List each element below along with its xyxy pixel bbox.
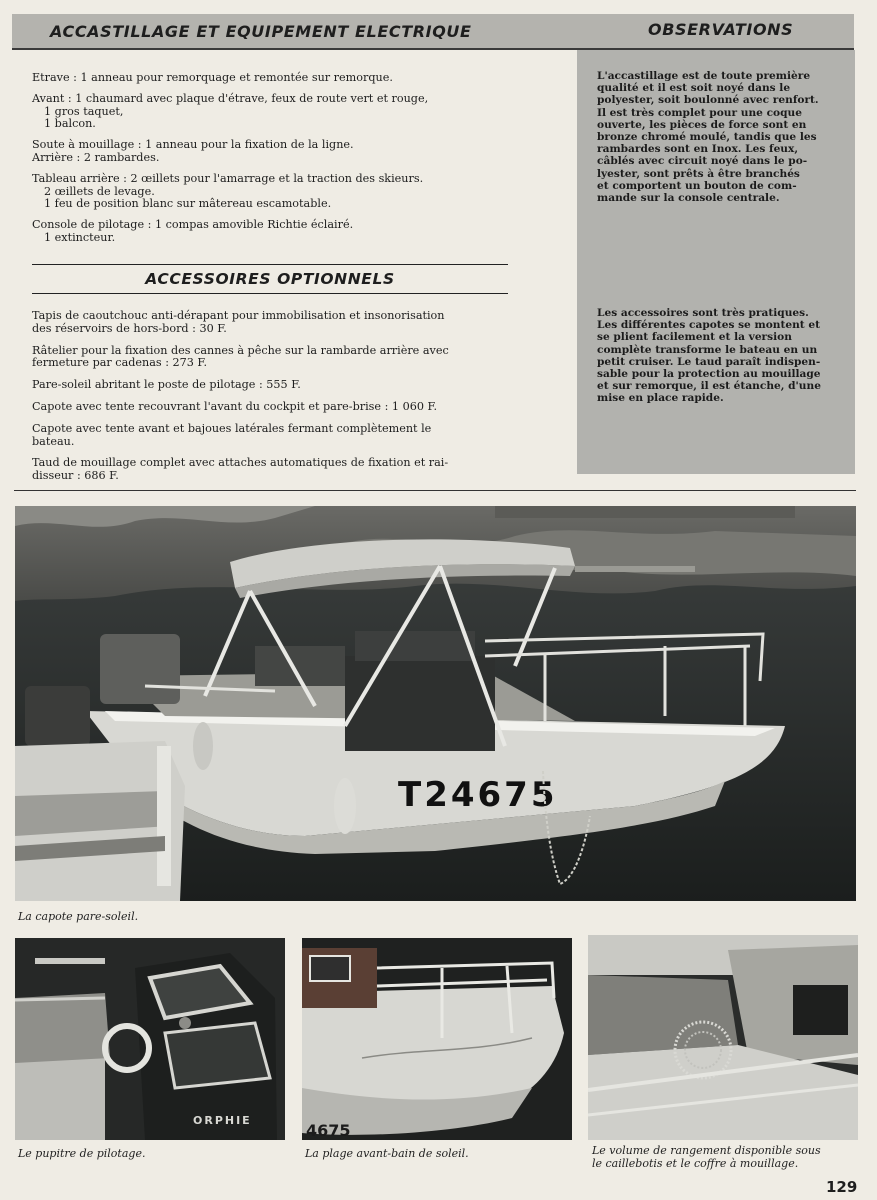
accessories-rule-bottom: [32, 293, 508, 294]
observation-line: Les différentes capotes se montent et: [597, 319, 821, 332]
accessory-item: [32, 457, 510, 483]
storage-photo: [588, 935, 858, 1140]
observation-line: ouverte, les pièces de force sont en: [597, 118, 807, 131]
observation-line: et sur remorque, il est étanche, d'une: [597, 380, 821, 393]
accessory-line: Taud de mouillage complet avec attaches automatiques de fixation et rai-: [32, 456, 449, 470]
accessory-line: bateau.: [32, 434, 75, 448]
storage-caption-line: Le volume de rangement disponible sous: [592, 1144, 821, 1157]
observation-line: mise en place rapide.: [597, 392, 724, 405]
equipment-item: [32, 139, 510, 165]
observation-line: L'accastillage est de toute première: [597, 70, 811, 82]
storage-caption-line: le caillebotis et le coffre à mouillage.: [592, 1157, 799, 1170]
accessories-list: [32, 310, 510, 492]
observation-line: sable pour la protection au mouillage: [597, 368, 821, 381]
accessory-item: [32, 401, 510, 414]
equipment-line: Arrière : 2 rambardes.: [32, 150, 160, 164]
page-number: 129: [826, 1178, 858, 1196]
section-header-bar: [12, 14, 854, 50]
console-photo-caption: Le pupitre de pilotage.: [18, 1147, 146, 1160]
observations-accessories-text: [597, 307, 841, 405]
equipment-section-title: ACCASTILLAGE ET EQUIPEMENT ELECTRIQUE: [50, 22, 472, 41]
equipment-list: [32, 72, 510, 253]
equipment-subline: 2 œillets de levage.: [44, 184, 155, 198]
observation-line: et comportent un bouton de com-: [597, 179, 797, 192]
observation-line: petit cruiser. Le taud paraît indispen-: [597, 355, 821, 368]
observation-line: lyester, sont prêts à être branchés: [597, 167, 800, 180]
equipment-item: [32, 173, 510, 211]
observation-line: Les accessoires sont très pratiques.: [597, 307, 809, 319]
main-photo-boat-sunshade: [15, 506, 856, 901]
observation-line: polyester, soit boulonné avec renfort.: [597, 94, 819, 107]
equipment-subline: 1 feu de position blanc sur mâtereau escamotable.: [44, 197, 332, 211]
section-separator: [14, 490, 856, 491]
accessories-rule-top: [32, 264, 508, 265]
observation-line: Il est très complet pour une coque: [597, 106, 802, 119]
equipment-line: Avant : 1 chaumard avec plaque d'étrave, feux de route vert et rouge,: [32, 91, 429, 105]
observation-line: qualité et il est soit noyé dans le: [597, 82, 791, 95]
equipment-line: Tableau arrière : 2 œillets pour l'amarrage et la traction des skieurs.: [32, 171, 424, 185]
bow-sunbath-photo: [302, 938, 572, 1140]
accessory-line: des réservoirs de hors-bord : 30 F.: [32, 321, 227, 335]
accessory-line: disseur : 686 F.: [32, 469, 119, 483]
accessory-item: [32, 379, 510, 392]
bow-photo-caption: La plage avant-bain de soleil.: [305, 1147, 469, 1160]
accessory-line: fermeture par cadenas : 273 F.: [32, 356, 207, 370]
console-brand-label: ORPHIE: [193, 1114, 252, 1127]
observation-line: mande sur la console centrale.: [597, 192, 780, 205]
bow-registration-partial: 4675: [306, 1121, 351, 1140]
equipment-item: [32, 93, 510, 131]
equipment-line: Console de pilotage : 1 compas amovible Richtie éclairé.: [32, 218, 354, 232]
accessory-line: Tapis de caoutchouc anti-dérapant pour immobilisation et insonorisation: [32, 309, 445, 322]
boat-registration-number: T24675: [398, 775, 558, 815]
observation-line: complète transforme le bateau en un: [597, 343, 818, 356]
observation-line: bronze chromé moulé, tandis que les: [597, 131, 817, 144]
equipment-subline: 1 balcon.: [44, 117, 96, 131]
console-photo: [15, 938, 285, 1140]
equipment-subline: 1 extincteur.: [44, 230, 116, 244]
equipment-subline: 1 gros taquet,: [44, 104, 124, 118]
observation-line: câblés avec circuit noyé dans le po-: [597, 155, 808, 168]
accessory-item: [32, 310, 510, 336]
accessory-item: [32, 345, 510, 371]
equipment-line: Etrave : 1 anneau pour remorquage et remontée sur remorque.: [32, 71, 393, 84]
observation-line: rambardes sont en Inox. Les feux,: [597, 143, 799, 156]
observations-title: OBSERVATIONS: [648, 20, 794, 39]
accessory-line: Capote avec tente recouvrant l'avant du cockpit et pare-brise : 1 060 F.: [32, 399, 438, 413]
equipment-line: Soute à mouillage : 1 anneau pour la fixation de la ligne.: [32, 138, 354, 152]
observation-line: se plient facilement et la version: [597, 331, 792, 344]
observations-panel: [577, 50, 855, 474]
accessory-line: Râtelier pour la fixation des cannes à pêche sur la rambarde arrière avec: [32, 343, 449, 357]
main-photo-caption: La capote pare-soleil.: [18, 910, 139, 923]
accessory-line: Capote avec tente avant et bajoues latérales fermant complètement le: [32, 421, 432, 435]
accessories-title: ACCESSOIRES OPTIONNELS: [145, 270, 395, 288]
accessory-item: [32, 423, 510, 449]
equipment-item: [32, 72, 510, 85]
storage-photo-caption: [592, 1144, 821, 1170]
equipment-item: [32, 219, 510, 245]
observations-equipment-text: [597, 70, 841, 204]
accessory-line: Pare-soleil abritant le poste de pilotage : 555 F.: [32, 378, 301, 392]
